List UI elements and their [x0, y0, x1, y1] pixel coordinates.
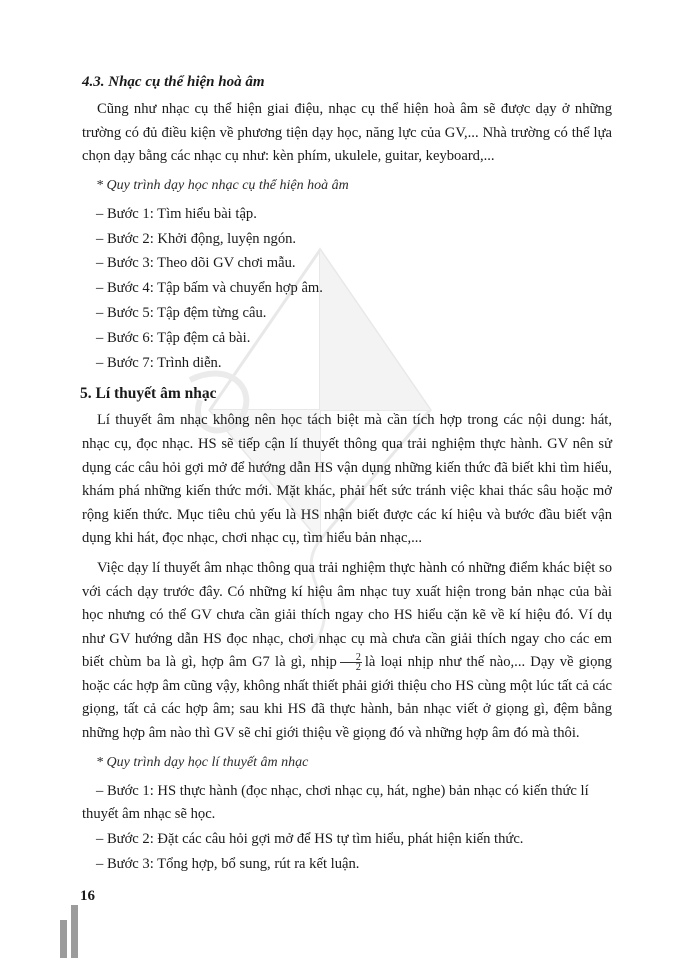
section-5-paragraph-1: Lí thuyết âm nhạc không nên học tách biệt mà cần tích hợp trong các nội dung: hát, nhạc cụ, đọc nhạc. HS sẽ tiếp cận lí thuyết thông qua trải nghiệm thực hành. GV nên sử dụng các câu hỏi gợi mở để hướng dẫn HS vận dụng những kiến thức đã biết khi tìm hiểu, khám phá những kiến thức mới. Mặt khác, phải hết sức tránh việc khai thác sâu hoặc mở rộng kiến thức. Mục tiêu chủ yếu là HS nhận biết được các kí hiệu và bước đầu biết vận dụng khi hát, đọc nhạc, chơi nhạc cụ, tìm hiểu bản nhạc,... — [82, 412, 612, 547]
theory-step-3: – Bước 3: Tổng hợp, bổ sung, rút ra kết luận. — [96, 856, 360, 873]
harmony-step-5: – Bước 5: Tập đệm từng câu. — [96, 304, 267, 321]
harmony-step-4: – Bước 4: Tập bấm và chuyển hợp âm. — [96, 280, 323, 297]
procedure-title-harmony: * Quy trình dạy học nhạc cụ thể hiện hoà âm — [96, 177, 349, 193]
harmony-step-6: – Bước 6: Tập đệm cả bài. — [96, 329, 251, 346]
time-signature-fraction — [340, 653, 362, 672]
theory-step-2: – Bước 2: Đặt các câu hỏi gợi mở để HS tự tìm hiểu, phát hiện kiến thức. — [96, 831, 524, 848]
harmony-step-1: – Bước 1: Tìm hiểu bài tập. — [96, 205, 257, 222]
procedure-title-theory: * Quy trình dạy học lí thuyết âm nhạc — [96, 754, 309, 770]
harmony-step-2: – Bước 2: Khởi động, luyện ngón. — [96, 230, 297, 247]
corner-bar-2 — [71, 905, 78, 958]
section-5-title: 5. Lí thuyết âm nhạc — [80, 385, 217, 403]
section-5-paragraph-2 — [82, 557, 612, 746]
theory-step-1: – Bước 1: HS thực hành (đọc nhạc, chơi nhạc cụ, hát, nghe) bản nhạc có kiến thức lí thuyết âm nhạc sẽ học. — [82, 782, 589, 823]
section-4-3-title: 4.3. Nhạc cụ thể hiện hoà âm — [82, 74, 265, 90]
harmony-step-7: – Bước 7: Trình diễn. — [96, 354, 222, 371]
page-content — [82, 72, 612, 878]
paragraph-2-part-b: là loại nhịp như thế nào,... Dạy về giọng hoặc các hợp âm cũng vậy, không nhất thiết phải giới thiệu cho HS cùng một lúc tất cả các giọng, tất cả các hợp âm; sau khi HS đã thực hành, bản nhạc viết ở giọng gì, đệm bằng những hợp âm nào thì GV sẽ chỉ giới thiệu về giọng đó và những hợp âm đó mà thôi. — [82, 654, 612, 742]
page-number: 16 — [80, 888, 95, 904]
fraction-denominator: 2 — [355, 662, 361, 674]
section-4-3-paragraph: Cũng như nhạc cụ thể hiện giai điệu, nhạc cụ thể hiện hoà âm sẽ được dạy ở những trường có đủ điều kiện về phương tiện dạy học, năng lực của GV,... Nhà trường có thể lựa chọn dạy bằng các nhạc cụ như: kèn phím, ukulele, guitar, keyboard,... — [82, 101, 612, 165]
paragraph-2-part-a: Việc dạy lí thuyết âm nhạc thông qua trải nghiệm thực hành có những điểm khác biệt so với cách dạy trước đây. Có những kí hiệu âm nhạc tuy xuất hiện trong bản nhạc của bài học nhưng có thể GV chưa cần giải thích ngay cho HS hiểu cặn kẽ về kí hiệu đó. Ví dụ như GV hướng dẫn HS đọc nhạc, chơi nhạc cụ mà chưa cần giải thích ngay cho các em biết chùm ba là gì, hợp âm G7 là gì, nhịp — [82, 559, 612, 671]
harmony-step-3: – Bước 3: Theo dõi GV chơi mẫu. — [96, 255, 296, 272]
fraction-numerator: 2 — [340, 653, 362, 663]
corner-bar-1 — [60, 920, 67, 958]
